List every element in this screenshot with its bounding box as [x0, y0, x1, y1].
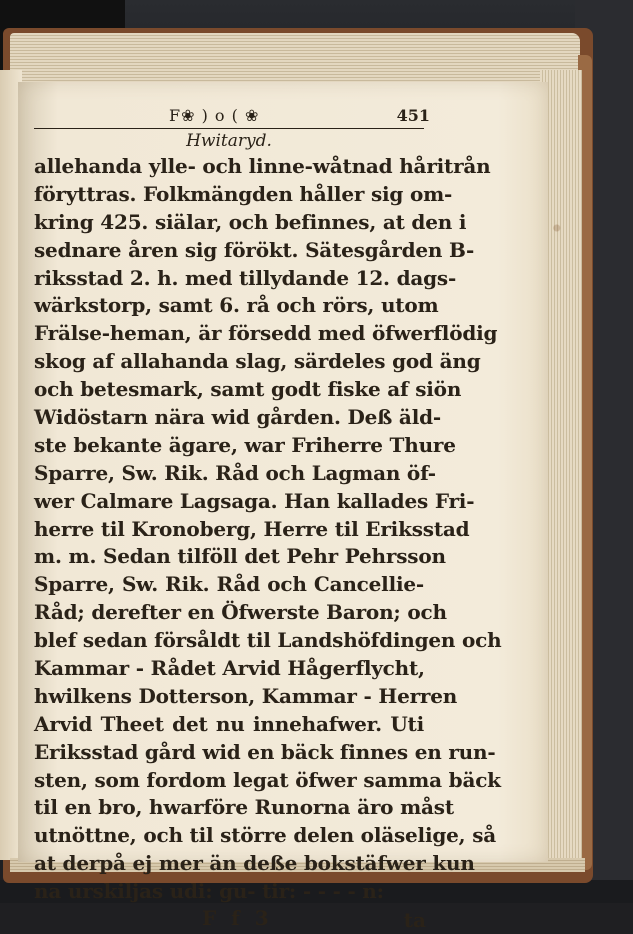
text-line: Frälse-heman, är försedd med öfwerflödig: [34, 321, 498, 346]
running-head: [34, 106, 430, 129]
text-line: herre til Kronoberg, Herre til Eriksstad: [34, 516, 470, 541]
text-line: Kammar - Rådet Arvid Hågerflycht,: [34, 656, 425, 681]
text-line: Eriksstad gård wid en bäck finnes en run-: [34, 739, 496, 764]
text-line: wer Calmare Lagsaga. Han kallades Fri-: [34, 488, 475, 513]
text-line: m. m. Sedan tilföll det Pehr Pehrsson: [34, 544, 446, 569]
body-text: [34, 153, 502, 906]
page-block-top-edge: [10, 33, 580, 88]
text-line: hwilkens Dotterson, Kammar - Herren: [34, 683, 458, 708]
text-line: Widöstarn nära wid gården. Deß äld-: [34, 405, 441, 430]
text-line: til en bro, hwarföre Runorna äro måst: [34, 795, 454, 820]
page-content: [34, 106, 502, 934]
place-heading: Hwitaryd.: [186, 131, 272, 151]
text-line: riksstad 2. h. med tillydande 12. dags-: [34, 265, 457, 290]
head-ornament: F❀ ) o ( ❀: [169, 106, 260, 125]
page-number: 451: [396, 106, 430, 125]
text-line: na urskiljas udi: gu- tir: - - - - n:: [34, 879, 384, 904]
text-line: at derpå ej mer än deße bokstäfwer kun: [34, 851, 475, 876]
text-line: blef sedan försåldt til Landshöfdingen och: [34, 628, 502, 653]
text-line: sednare åren sig förökt. Sätesgården B-: [34, 237, 475, 262]
text-line: Sparre, Sw. Rik. Råd och Lagman öf-: [34, 460, 436, 485]
text-line: Råd; derefter en Öfwerste Baron; och: [34, 600, 447, 625]
signature-mark: F f 3: [202, 906, 273, 931]
text-line: Arvid Theet det nu innehafwer. Uti: [34, 711, 424, 736]
text-line: utnöttne, och til större delen oläselige, så: [34, 823, 497, 848]
text-line: allehanda ylle- och linne-wåtnad håritrån: [34, 154, 491, 178]
text-line: ste bekante ägare, war Friherre Thure: [34, 432, 456, 457]
text-line: wärkstorp, samt 6. rå och rörs, utom: [34, 293, 439, 318]
text-line: föryttras. Folkmängden håller sig om-: [34, 181, 453, 206]
catchword: ta: [403, 908, 426, 933]
text-line: Sparre, Sw. Rik. Råd och Cancellie-: [34, 572, 424, 597]
text-line: och betesmark, samt godt fiske af siön: [34, 377, 462, 402]
text-line: kring 425. siälar, och befinnes, at den i: [34, 209, 467, 234]
page-footer: [34, 906, 424, 934]
text-line: skog af allahanda slag, särdeles god äng: [34, 349, 481, 374]
text-line: sten, som fordom legat öfwer samma bäck: [34, 767, 501, 792]
